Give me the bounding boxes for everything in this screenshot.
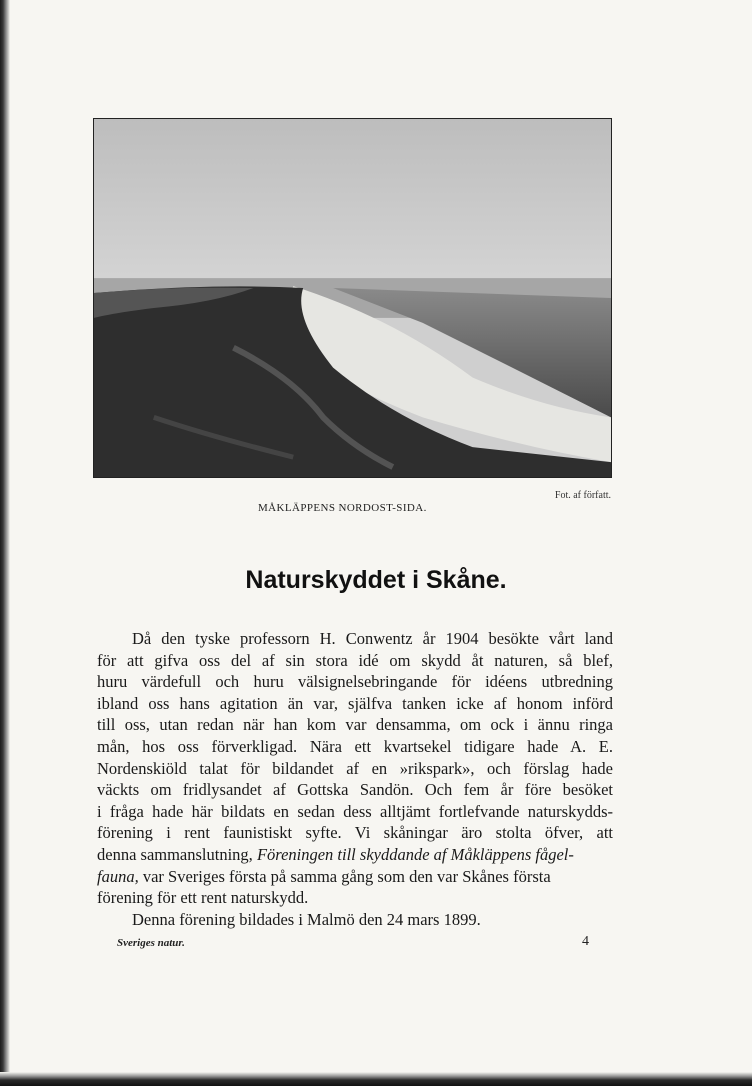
text-line <box>97 844 613 866</box>
text-line <box>97 866 613 888</box>
society-name-italic: Föreningen till skyddande af Måkläppens fågel- <box>256 844 574 864</box>
society-name-italic: fauna, <box>97 866 139 886</box>
text-line: för att gifva oss del af sin stora idé om skydd åt naturen, så blef, <box>97 650 613 670</box>
text-line: väckts om fridlysandet af Gottska Sandön. Och fem år före besöket <box>97 780 613 800</box>
text-line: ibland oss hans agitation än var, själfva tanken icke af honom införd <box>97 693 613 713</box>
journal-name: Sveriges natur. <box>117 937 185 949</box>
text-line: huru värdefull och huru välsignelsebringande för idéens utbredning <box>97 672 613 692</box>
photo-caption: MÅKLÄPPENS NORDOST-SIDA. <box>258 502 427 514</box>
text-line: i fråga hade här bildats en sedan dess alltjämt fortlefvande naturskydds- <box>97 801 613 821</box>
text-line: förening i rent faunistiskt syfte. Vi skåningar äro stolta öfver, att <box>97 823 613 843</box>
page-bottom-edge <box>0 1072 752 1086</box>
text-line: Denna förening bildades i Malmö den 24 mars 1899. <box>132 909 481 929</box>
sky <box>94 119 611 283</box>
signature-mark: 4 <box>582 934 589 949</box>
text-line: till oss, utan redan när han kom var densamma, om ock i ännu ringa <box>97 715 613 735</box>
text-line: Nordenskiöld talat för bildandet af en »rikspark», och förslag hade <box>97 758 613 778</box>
text-line: Då den tyske professorn H. Conwentz år 1904 besökte vårt land <box>132 629 613 648</box>
text-fragment: denna sammanslutning, <box>97 844 257 864</box>
text-line: mån, hos oss förverkligad. Nära ett kvartsekel tidigare hade A. E. <box>97 736 613 756</box>
photo-illustration <box>94 119 611 477</box>
text-fragment: var Sveriges första på samma gång som den var Skånes första <box>138 866 551 886</box>
text-line: förening för ett rent naturskydd. <box>97 888 309 908</box>
article-title: Naturskyddet i Skåne. <box>245 566 507 594</box>
photo-credit: Fot. af författ. <box>554 490 611 501</box>
article-body <box>97 628 613 930</box>
book-binding-edge <box>0 0 10 1086</box>
landscape-photo <box>93 118 612 478</box>
